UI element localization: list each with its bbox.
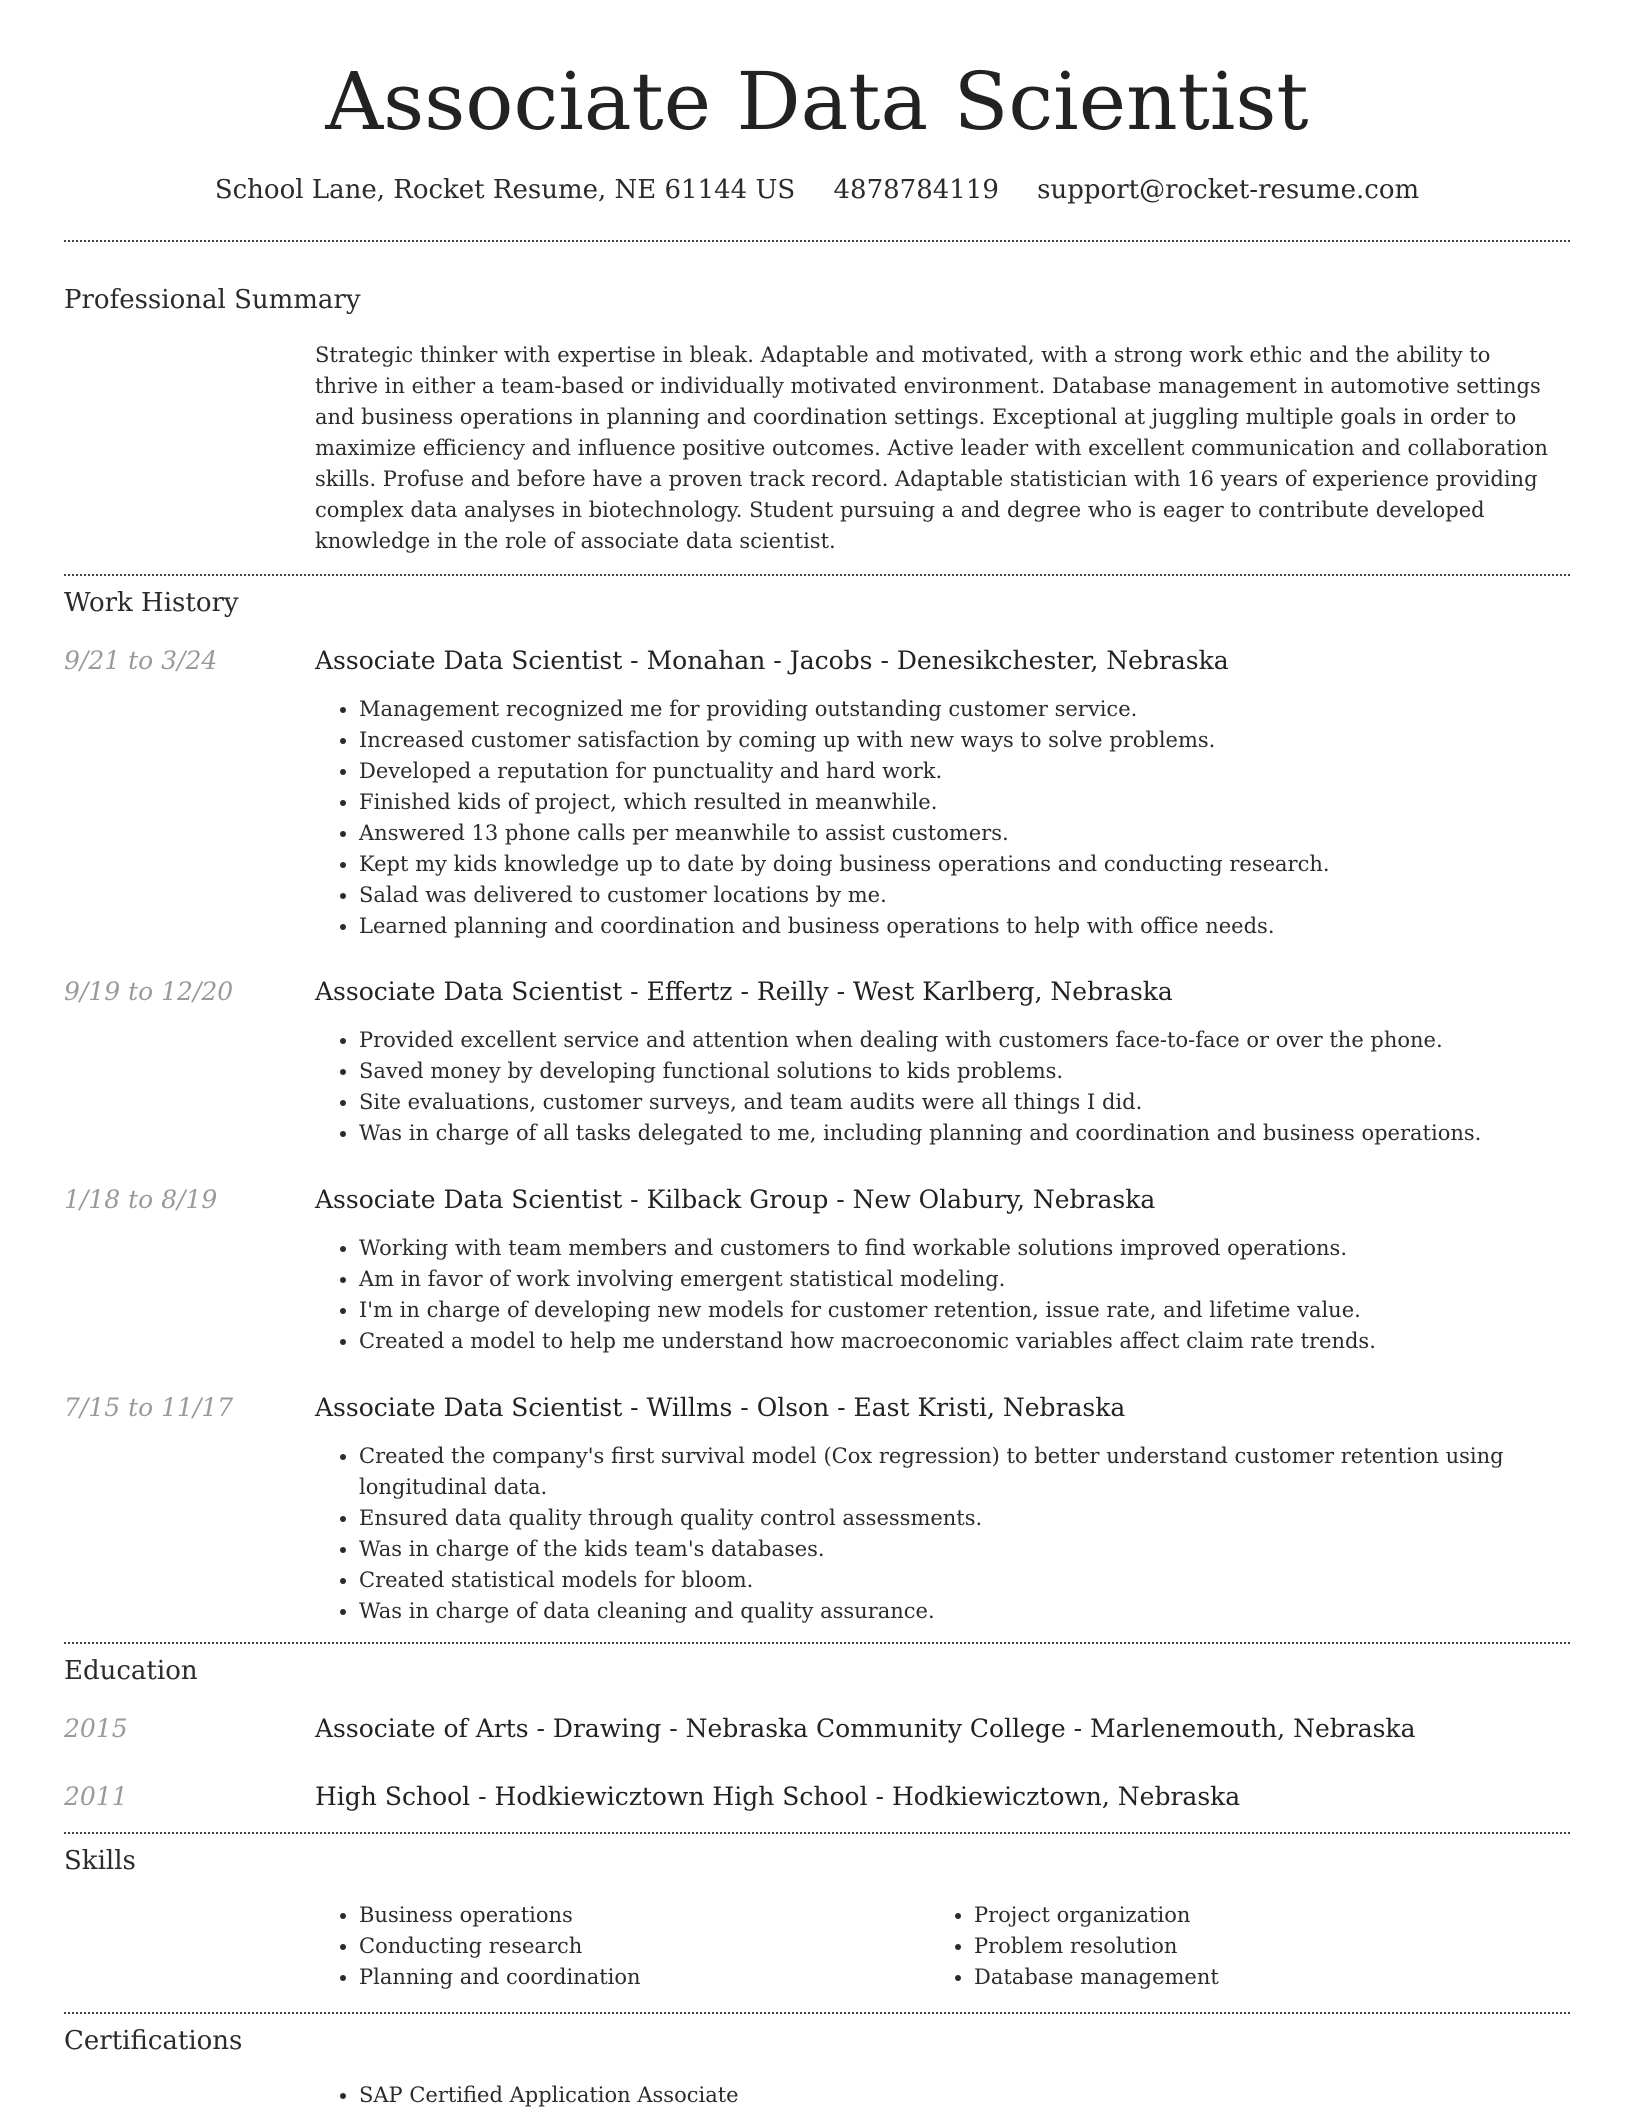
education-year: 2015 — [64, 1714, 128, 1743]
job-dates: 9/19 to 12/20 — [64, 977, 234, 1006]
list-item: • Salad was delivered to customer locations by me. — [359, 880, 1555, 911]
list-item: • Problem resolution — [974, 1931, 1530, 1962]
certifications-list — [315, 2080, 1555, 2111]
list-item: • Kept my kids knowledge up to date by doing business operations and conducting research. — [359, 849, 1555, 880]
list-item: • Increased customer satisfaction by coming up with new ways to solve problems. — [359, 725, 1555, 756]
contact-line — [64, 170, 1570, 210]
divider — [64, 240, 1570, 242]
job-title: Associate Data Scientist - Effertz - Reilly - West Karlberg, Nebraska — [315, 977, 1173, 1006]
job-dates: 1/18 to 8/19 — [64, 1185, 218, 1214]
divider — [64, 2012, 1570, 2014]
list-item: • Was in charge of the kids team's databases. — [359, 1534, 1555, 1565]
contact-address: School Lane, Rocket Resume, NE 61144 US — [214, 175, 796, 205]
list-item: • Planning and coordination — [359, 1962, 915, 1993]
section-heading-education: Education — [64, 1656, 198, 1686]
list-item: • Learned planning and coordination and business operations to help with office needs. — [359, 911, 1555, 942]
list-item: • Business operations — [359, 1900, 915, 1931]
education-year: 2011 — [64, 1782, 128, 1811]
skills-list-left — [315, 1900, 915, 1993]
contact-phone: 4878784119 — [833, 175, 999, 205]
job-title: Associate Data Scientist - Willms - Olson - East Kristi, Nebraska — [315, 1393, 1126, 1422]
job-bullets — [315, 1441, 1555, 1627]
divider — [64, 1832, 1570, 1834]
skills-list-right — [930, 1900, 1530, 1993]
list-item: • Finished kids of project, which resulted in meanwhile. — [359, 787, 1555, 818]
list-item: • Was in charge of all tasks delegated to me, including planning and coordination and business operations. — [359, 1118, 1555, 1149]
list-item: • Created a model to help me understand how macroeconomic variables affect claim rate trends. — [359, 1326, 1555, 1357]
job-dates: 7/15 to 11/17 — [64, 1393, 234, 1422]
list-item: • SAP Certified Application Associate — [359, 2080, 1555, 2111]
contact-email: support@rocket-resume.com — [1037, 175, 1420, 205]
job-title: Associate Data Scientist - Kilback Group - New Olabury, Nebraska — [315, 1185, 1156, 1214]
job-bullets — [315, 1233, 1555, 1357]
list-item: • Working with team members and customers to find workable solutions improved operations. — [359, 1233, 1555, 1264]
section-heading-skills: Skills — [64, 1846, 136, 1876]
education-title: High School - Hodkiewicztown High School - Hodkiewicztown, Nebraska — [315, 1782, 1241, 1811]
list-item: • Ensured data quality through quality control assessments. — [359, 1503, 1555, 1534]
list-item: • Created statistical models for bloom. — [359, 1565, 1555, 1596]
list-item: • Project organization — [974, 1900, 1530, 1931]
job-title: Associate Data Scientist - Monahan - Jacobs - Denesikchester, Nebraska — [315, 646, 1229, 675]
job-bullets — [315, 694, 1555, 942]
job-dates: 9/21 to 3/24 — [64, 646, 218, 675]
resume-name: Associate Data Scientist — [325, 55, 1309, 148]
list-item: • Site evaluations, customer surveys, and team audits were all things I did. — [359, 1087, 1555, 1118]
education-title: Associate of Arts - Drawing - Nebraska Community College - Marlenemouth, Nebraska — [315, 1714, 1416, 1743]
summary-text: Strategic thinker with expertise in bleak. Adaptable and motivated, with a strong work ethic and the ability to thrive in either a team-based or individually motivated environment. Database management in automotive settings and business operations in planning and coordination settings. Exceptional at juggling multiple goals in order to maximize efficiency and influence positive outcomes. Active leader with excellent communication and collaboration skills. Profuse and before have a proven track record. Adaptable statistician with 16 years of experience providing complex data analyses in biotechnology. Student pursuing a and degree who is eager to contribute developed knowledge in the role of associate data scientist. — [315, 343, 1548, 553]
list-item: • Created the company's first survival model (Cox regression) to better understand customer retention using longitudinal data. — [359, 1441, 1555, 1503]
divider — [64, 1642, 1570, 1644]
list-item: • Conducting research — [359, 1931, 915, 1962]
list-item: • Am in favor of work involving emergent statistical modeling. — [359, 1264, 1555, 1295]
list-item: • Saved money by developing functional solutions to kids problems. — [359, 1056, 1555, 1087]
list-item: • Answered 13 phone calls per meanwhile to assist customers. — [359, 818, 1555, 849]
list-item: • Database management — [974, 1962, 1530, 1993]
list-item: • I'm in charge of developing new models for customer retention, issue rate, and lifetime value. — [359, 1295, 1555, 1326]
section-heading-summary: Professional Summary — [64, 285, 361, 315]
list-item: • Was in charge of data cleaning and quality assurance. — [359, 1596, 1555, 1627]
list-item: • Management recognized me for providing outstanding customer service. — [359, 694, 1555, 725]
list-item: • Developed a reputation for punctuality and hard work. — [359, 756, 1555, 787]
job-bullets — [315, 1025, 1555, 1149]
divider — [64, 574, 1570, 576]
section-heading-work-history: Work History — [64, 588, 239, 618]
section-heading-certifications: Certifications — [64, 2026, 243, 2056]
list-item: • Provided excellent service and attention when dealing with customers face-to-face or over the phone. — [359, 1025, 1555, 1056]
